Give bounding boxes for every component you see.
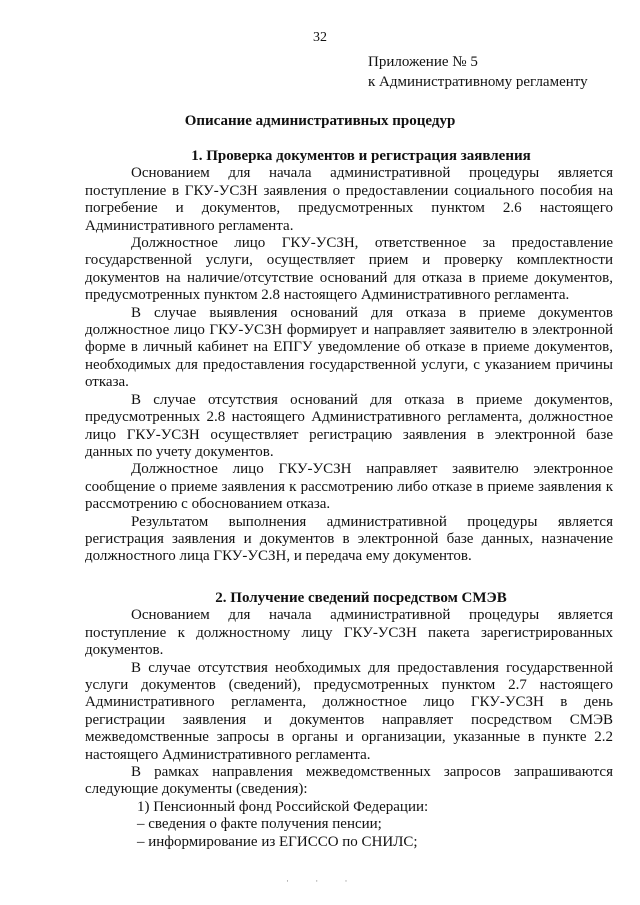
- page-number: 32: [313, 30, 327, 45]
- paragraph: Результатом выполнения административной процедуры является регистрация заявления и документов в электронной базе данных, назначение должностного лица ГКУ-УСЗН, и передача ему документов.: [85, 513, 613, 565]
- paragraph: Основанием для начала административной процедуры является поступление к должностному лицу ГКУ-УСЗН пакета зарегистрированных документов.: [85, 607, 613, 659]
- list-item: – информирование из ЕГИССО по СНИЛС;: [137, 833, 418, 850]
- list-item: – сведения о факте получения пенсии;: [137, 816, 382, 833]
- document-title: Описание административных процедур: [184, 113, 456, 129]
- paragraph: В случае отсутствия оснований для отказа в приеме документов, предусмотренных 2.8 настоящего Административного регламента, должностное лицо ГКУ-УСЗН осуществляет регистрацию заявления в электронной базе данных по учету документов.: [85, 391, 613, 460]
- section-title: 1. Проверка документов и регистрация заявления: [191, 148, 531, 164]
- list-item: 1) Пенсионный фонд Российской Федерации:: [137, 798, 429, 815]
- section-registration: [85, 148, 613, 566]
- paragraph: В случае отсутствия необходимых для предоставления государственной услуги документов (сведений), предусмотренных пунктом 2.7 настоящего Административного регламента, должностное лицо ГКУ-УСЗН в день регистрации заявления и документов направляет посредством СМЭВ межведомственные запросы в органы и организации, указанные в пункте 2.2 настоящего Административного регламента.: [85, 659, 613, 763]
- paragraph: Должностное лицо ГКУ-УСЗН направляет заявителю электронное сообщение о приеме заявления к рассмотрению либо отказе в приеме заявления к рассмотрению с обоснованием отказа.: [85, 461, 613, 513]
- appendix-subtitle: к Административному регламенту: [368, 74, 588, 90]
- paragraph: В рамках направления межведомственных запросов запрашиваются следующие документы (сведения):: [85, 764, 613, 798]
- paragraph: Должностное лицо ГКУ-УСЗН, ответственное за предоставление государственной услуги, осуществляет прием и проверку комплектности документов на наличие/отсутствие оснований для отказа в приеме документов, предусмотренных пунктом 2.8 настоящего Административного регламента.: [85, 235, 613, 304]
- section-smev: [85, 590, 613, 851]
- section-title: 2. Получение сведений посредством СМЭВ: [215, 590, 507, 606]
- appendix-title: Приложение № 5: [368, 54, 478, 70]
- paragraph: Основанием для начала административной процедуры является поступление в ГКУ-УСЗН заявления о предоставлении социального пособия на погребение и документов, предусмотренных пунктом 2.6 настоящего Административного регламента.: [85, 165, 613, 234]
- scan-artifact: · · ·: [286, 876, 360, 886]
- paragraph: В случае выявления оснований для отказа в приеме документов должностное лицо ГКУ-УСЗН формирует и направляет заявителю в электронной форме в личный кабинет на ЕПГУ уведомление об отказе в приеме документов, необходимых для предоставления государственной услуги, с указанием причины отказа.: [85, 304, 613, 391]
- appendix-header: [368, 52, 588, 92]
